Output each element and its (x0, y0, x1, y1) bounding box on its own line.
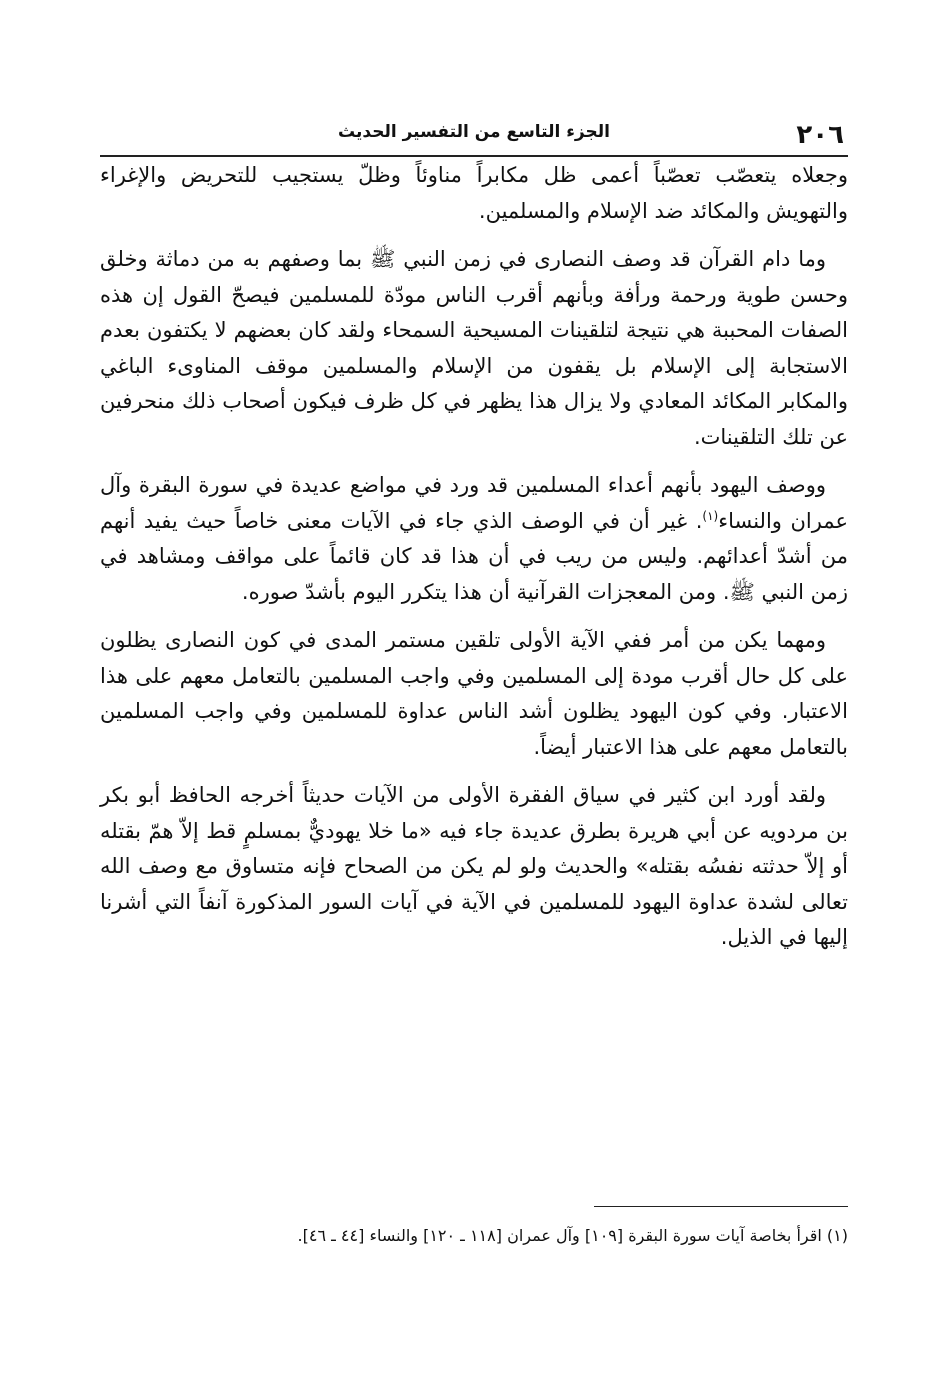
body-text (100, 158, 848, 969)
paragraph-3-text-b: . غير أن في الوصف الذي جاء في الآيات معنى خاصاً حيث يفيد أنهم من أشدّ أعدائهم. وليس من ريب في أن هذا قد كان قائماً على مواقف ومشاهد في زمن النبي ﷺ. ومن المعجزات القرآنية أن هذا يتكرر اليوم بأشدّ صوره. (100, 508, 848, 604)
paragraph-3-text-a: ووصف اليهود بأنهم أعداء المسلمين قد ورد في مواضع عديدة في سورة البقرة وآل عمران والنساء (100, 473, 848, 533)
paragraph-1: وجعلاه يتعصّب تعصّباً أعمى ظل مكابراً مناوئاً وظلّ يستجيب للتحريض والإغراء والتهويش والمكائد ضد الإسلام والمسلمين. (100, 163, 848, 223)
footnote-rule (594, 1206, 848, 1207)
paragraph-3 (100, 468, 848, 610)
paragraph-5: ولقد أورد ابن كثير في سياق الفقرة الأولى من الآيات حديثاً أخرجه الحافظ أبو بكر بن مردويه عن أبي هريرة بطرق عديدة جاء فيه «ما خلا يهوديٌّ بمسلمٍ قط إلاّ همّ بقتله أو إلاّ حدثته نفسُه بقتله» والحديث ولو لم يكن من الصحاح فإنه متساوق مع وصف الله تعالى لشدة عداوة اليهود للمسلمين في الآية في آيات السور المذكورة آنفاً التي أشرنا إليها في الذيل. (100, 783, 848, 949)
page-header (100, 118, 848, 156)
paragraph-4: ومهما يكن من أمر ففي الآية الأولى تلقين مستمر المدى في كون النصارى يظلون على كل حال أقرب مودة إلى المسلمين وفي واجب المسلمين بالتعامل معهم على هذا الاعتبار. وفي كون اليهود يظلون أشد الناس عداوة للمسلمين وفي واجب المسلمين بالتعامل معهم على هذا الاعتبار أيضاً. (100, 628, 848, 759)
paragraph-2: وما دام القرآن قد وصف النصارى في زمن النبي ﷺ بما وصفهم به من دماثة وخلق وحسن طوية ورحمة ورأفة وبأنهم أقرب الناس مودّة للمسلمين فيصحّ القول إن هذه الصفات المحببة هي نتيجة لتلقينات المسيحية السمحاء ولقد كان بعضهم لا يكتفون بعدم الاستجابة إلى الإسلام بل يقفون من الإسلام والمسلمين موقف المناوىء الباغي والمكابر المكائد المعادي ولا يزال هذا يظهر في كل ظرف فيكون أصحاب ذلك منحرفين عن تلك التلقينات. (100, 247, 848, 449)
footnote (100, 1224, 848, 1248)
footnote-reference[interactable]: (١) (702, 508, 719, 523)
footnote-marker: (١) (826, 1226, 848, 1245)
running-head: الجزء التاسع من التفسير الحديث (338, 122, 610, 142)
footnote-text: اقرأ بخاصة آيات سورة البقرة [١٠٩] وآل عمران [١١٨ ـ ١٢٠] والنساء [٤٤ ـ ٤٦]. (297, 1226, 822, 1245)
header-rule (100, 155, 848, 157)
page-number: ٢٠٦ (796, 120, 844, 150)
